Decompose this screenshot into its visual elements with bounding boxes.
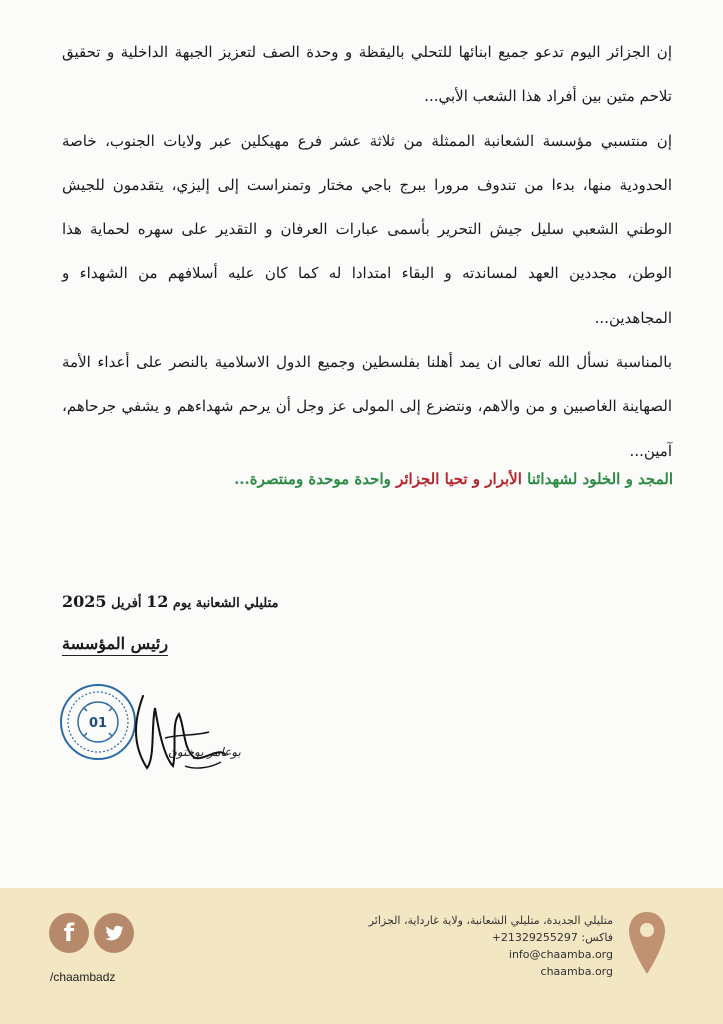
closing-part-1: المجد و الخلود لشهدائنا <box>527 470 673 488</box>
paragraph-1: إن الجزائر اليوم تدعو جميع ابنائها للتحلي باليقظة و وحدة الصف لتعزيز الجبهة الداخلية و تحقيق تلاحم متين بين أفراد هذا الشعب الأبي... <box>62 43 672 106</box>
fax-number: +21329255297 <box>491 931 578 944</box>
contact-block <box>253 912 613 980</box>
fax-line <box>253 929 613 946</box>
date-month: أفريل <box>111 596 142 611</box>
email-link[interactable]: info@chaamba.org <box>508 948 613 961</box>
paragraph-2: إن منتسبي مؤسسة الشعانبة الممثلة من ثلاثة عشر فرع مهيكلين عبر ولايات الجنوب، خاصة الحدودية منها، بدءا من تندوف مرورا ببرج باجي مختار وتمنراست إلى إليزي، يتقدمون للجيش الوطني الشعبي سليل جيش التحرير بأسمى عبارات العرفان و التقدير على سهره لحماية هذا الوطن، مجددين العهد لمساندته و البقاء امتدادا له كما كان عليه أسلافهم من الشهداء و المجاهدين... <box>62 131 672 327</box>
date-prefix: متليلي الشعانبة يوم <box>172 596 279 611</box>
date-line <box>62 592 278 611</box>
fax-label: فاكس: <box>581 931 613 944</box>
twitter-bird-glyph <box>103 922 125 944</box>
website-link[interactable]: chaamba.org <box>540 965 613 978</box>
date-year: 2025 <box>62 592 107 611</box>
location-pin-icon <box>627 910 667 978</box>
closing-part-4: واحدة موحدة ومنتصرة... <box>234 470 391 488</box>
stamp-number: 01 <box>88 716 108 731</box>
date-day: 12 <box>146 592 169 611</box>
signature-name: بوعامر بوخنون <box>168 745 241 759</box>
signatory-title: رئيس المؤسسة <box>62 634 168 656</box>
paragraph-3: بالمناسبة نسأل الله تعالى ان يمد أهلنا بفلسطين وجميع الدول الاسلامية بالنصر على أعداء الأمة الصهاينة الغاصبين و من والاهم، ونتضرع إلى المولى عز وجل أن يرحم شهداءهم و يشفي جرحاهم، آمين... <box>62 353 672 460</box>
social-handle[interactable]: /chaambadz <box>50 970 116 984</box>
handwritten-signature <box>125 688 240 778</box>
letter-body <box>62 30 672 473</box>
closing-part-3: و تحيا الجزائر <box>396 470 481 488</box>
facebook-icon[interactable]: f <box>49 913 89 953</box>
closing-part-2: الأبرار <box>485 470 522 488</box>
twitter-icon[interactable] <box>94 913 134 953</box>
closing-slogan <box>234 470 673 488</box>
address-line: متليلي الجديدة، متليلي الشعانبة، ولاية غارداية، الجزائر <box>368 914 613 927</box>
